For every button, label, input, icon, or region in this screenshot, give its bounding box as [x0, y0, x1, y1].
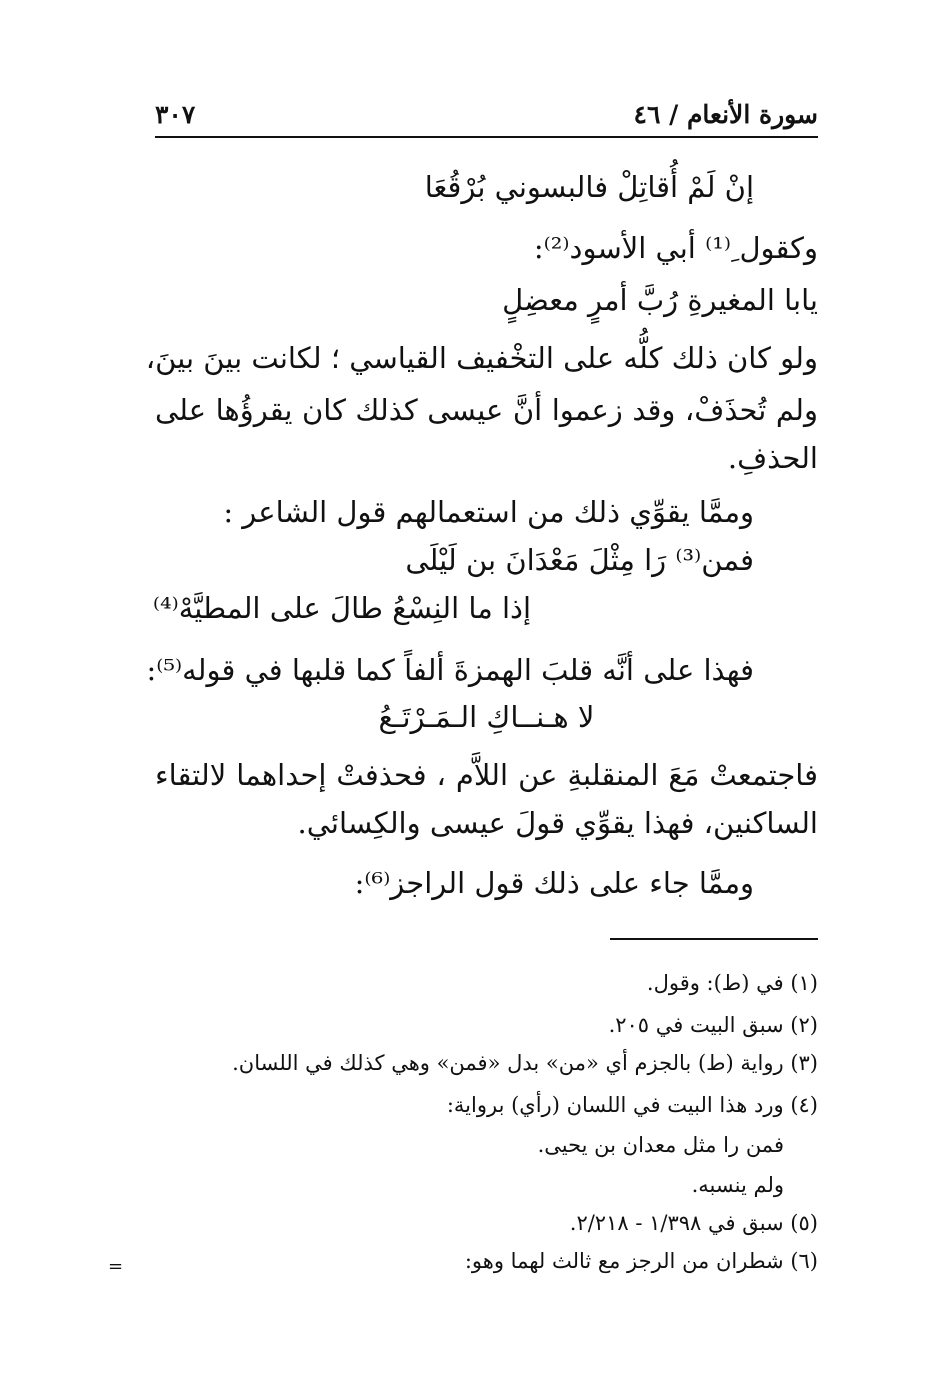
- text-line: وممَّا يقوِّي ذلك من استعمالهم قول الشاعر :: [223, 495, 754, 529]
- text-line: ولو كان ذلك كلُّه على التخْفيف القياسي ؛ لكانت بينَ بينَ،: [145, 341, 818, 375]
- footnote: (٢) سبق البيت في ٢٠٥.: [608, 1013, 818, 1037]
- verse-line: إذا ما النِسْعُ طالَ على المطيَّهْ⁽⁴⁾: [152, 591, 531, 625]
- text-line: وكقول ِ⁽¹⁾ أبي الأسود⁽²⁾:: [533, 231, 818, 265]
- page-number: ٣٠٧: [155, 100, 196, 129]
- footnote: (٤) ورد هذا البيت في اللسان (رأي) برواية:: [446, 1093, 818, 1117]
- surah-title: سورة الأنعام / ٤٦: [633, 100, 818, 129]
- footnote: (٦) شطران من الرجز مع ثالث لهما وهو:: [464, 1249, 818, 1273]
- footnote: (٥) سبق في ١/٣٩٨ - ٢/٢١٨.: [569, 1211, 818, 1235]
- text-line: فهذا على أنَّه قلبَ الهمزةَ ألفاً كما قلبها في قوله⁽⁵⁾:: [146, 653, 754, 687]
- page-header: [155, 96, 818, 138]
- text-line: الحذفِ.: [727, 441, 818, 475]
- verse-line: لا هـنــاكِ الـمَـرْتَـعُ: [378, 700, 595, 734]
- text-line: الساكنين، فهذا يقوِّي قولَ عيسى والكِسائي.: [297, 806, 818, 840]
- footnote-quote: فمن را مثل معدان بن يحيى.: [537, 1133, 784, 1157]
- verse-line: فمن⁽³⁾ رَا مِثْلَ مَعْدَانَ بن لَيْلَى: [405, 543, 754, 577]
- text-line: وممَّا جاء على ذلك قول الراجز⁽⁶⁾:: [354, 866, 754, 900]
- text-line: ولم تُحذَفْ، وقد زعموا أنَّ عيسى كذلك كان يقرؤُها على: [155, 393, 818, 427]
- footnote-separator: [610, 938, 818, 940]
- footnote: (٣) رواية (ط) بالجزم أي «من» بدل «فمن» وهي كذلك في اللسان.: [232, 1051, 818, 1075]
- footnote: (١) في (ط): وقول.: [646, 971, 818, 995]
- verse-line: يابا المغيرةِ رُبَّ أمرٍ معضِلٍ: [502, 283, 818, 317]
- footnote-quote: ولم ينسبه.: [691, 1173, 784, 1197]
- verse-line: إنْ لَمْ أُقاتِلْ فالبسوني بُرْقُعَا: [424, 170, 754, 204]
- text-line: فاجتمعتْ مَعَ المنقلبةِ عن اللاَّم ، فحذفتْ إحداهما لالتقاء: [155, 758, 818, 792]
- continuation-mark: =: [108, 1256, 124, 1277]
